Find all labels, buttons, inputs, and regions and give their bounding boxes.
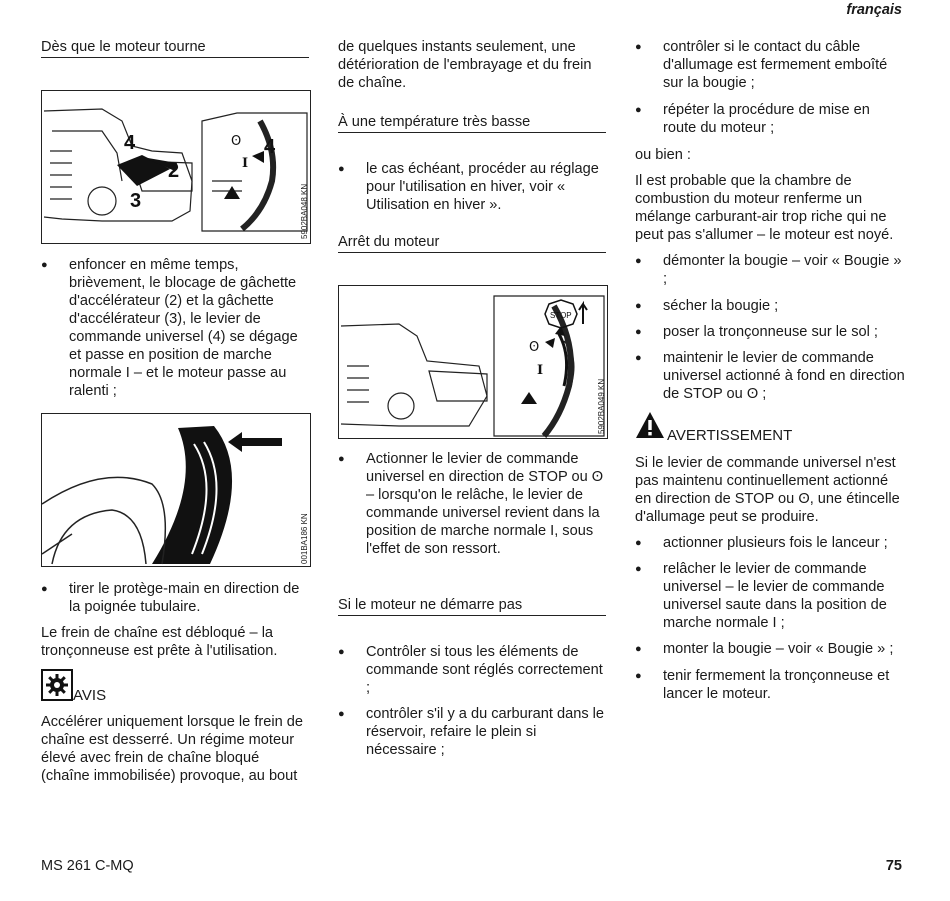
section-heading-stop-engine: Arrêt du moteur (338, 233, 606, 253)
fig1-stop-symbol: ʘ (231, 134, 242, 149)
page-number: 75 (885, 858, 902, 874)
bullet-release-lever: ● relâcher le levier de commande universel – le levier de commande universel saute dans la position de marche normale I ; (635, 560, 905, 632)
figure-stop-engine (338, 285, 608, 439)
bullet-check-spark-cable: ● contrôler si le contact du câble d'allumage est fermement emboîté sur la bougie ; (635, 38, 905, 92)
fig3-stop-symbol: ʘ (529, 340, 540, 355)
footer-model: MS 261 C-MQ (41, 858, 134, 874)
language-label: français (846, 2, 902, 18)
section-heading-engine-running: Dès que le moteur tourne (41, 38, 309, 58)
bullet-winter-setting: ● le cas échéant, procéder au réglage pour l'utilisation en hiver, voir « Utilisation en hiver ». (338, 160, 608, 214)
fig1-label-4a: 4 (124, 132, 136, 154)
para-engine-flooded: Il est probable que la chambre de combustion du moteur renferme un mélange carburant-air trop riche qui ne peut pas s'allumer – le moteur est noyé. (635, 173, 894, 243)
fig3-label-I: I (537, 363, 544, 378)
bullet-repeat-start: ● répéter la procédure de mise en route du moteur ; (635, 101, 905, 137)
fig3-stop-label: STOP (550, 311, 572, 320)
warning-label: AVERTISSEMENT (667, 427, 793, 444)
fig1-code: 5902BA048 KN (300, 183, 309, 239)
para-or: ou bien : (635, 147, 691, 163)
para-accelerate-warning: Accélérer uniquement lorsque le frein de chaîne est desserré. Un régime moteur élevé avec frein de chaîne bloqué (chaîne immobilisée) provoque, au bout (41, 714, 304, 784)
bullet-release-trigger: ● enfoncer en même temps, brièvement, le blocage de gâchette d'accélérateur (2) et la gâchette d'accélérateur (3), le levier de commande universel (4) se dégage et passe en position de marche normale I – et le moteur passe au ralenti ; (41, 256, 311, 400)
notice-label: AVIS (73, 687, 107, 704)
warning-icon (635, 411, 665, 444)
fig3-code: 5902BA049 KN (597, 378, 606, 434)
fig2-code: 001BA186 KN (300, 513, 309, 564)
para-chain-brake-released: Le frein de chaîne est débloqué – la tronçonneuse est prête à l'utilisation. (41, 625, 278, 659)
fig1-label-4b: 4 (264, 136, 276, 158)
bullet-install-plug: ● monter la bougie – voir « Bougie » ; (635, 640, 905, 658)
bullet-dry-plug: ● sécher la bougie ; (635, 297, 905, 315)
para-spark-warning: Si le levier de commande universel n'est pas maintenu continuellement actionné en direction de STOP ou ʘ, une étincelle d'allumage peut se produire. (635, 455, 900, 525)
section-heading-engine-not-starting: Si le moteur ne démarre pas (338, 596, 606, 616)
figure-engine-running-controls (41, 90, 311, 244)
bullet-remove-plug: ● démonter la bougie – voir « Bougie » ; (635, 252, 905, 288)
gear-icon (41, 669, 73, 701)
fig1-label-2: 2 (168, 160, 180, 182)
bullet-hold-lever-stop: ● maintenir le levier de commande universel actionné à fond en direction de STOP ou ʘ ; (635, 349, 905, 403)
fig1-label-I: I (242, 156, 249, 171)
fig1-label-3: 3 (130, 190, 142, 212)
bullet-check-controls: ● Contrôler si tous les éléments de commande sont réglés correctement ; (338, 643, 608, 697)
para-clutch-damage: de quelques instants seulement, une détérioration de l'embrayage et du frein de chaîne. (338, 39, 592, 91)
bullet-pull-starter: ● actionner plusieurs fois le lanceur ; (635, 534, 905, 552)
section-heading-low-temperature: À une température très basse (338, 113, 606, 133)
bullet-hold-and-start: ● tenir fermement la tronçonneuse et lancer le moteur. (635, 667, 905, 703)
bullet-check-fuel: ● contrôler s'il y a du carburant dans le réservoir, refaire le plein si nécessaire ; (338, 705, 608, 759)
bullet-stop-lever: ● Actionner le levier de commande universel en direction de STOP ou ʘ – lorsqu'on le relâche, le levier de commande universel revient dans la position de marche normale I, sous l'effet de son ressort. (338, 450, 608, 558)
bullet-saw-on-ground: ● poser la tronçonneuse sur le sol ; (635, 323, 905, 341)
figure-hand-guard (41, 413, 311, 567)
bullet-pull-hand-guard: ● tirer le protège-main en direction de la poignée tubulaire. (41, 580, 311, 616)
